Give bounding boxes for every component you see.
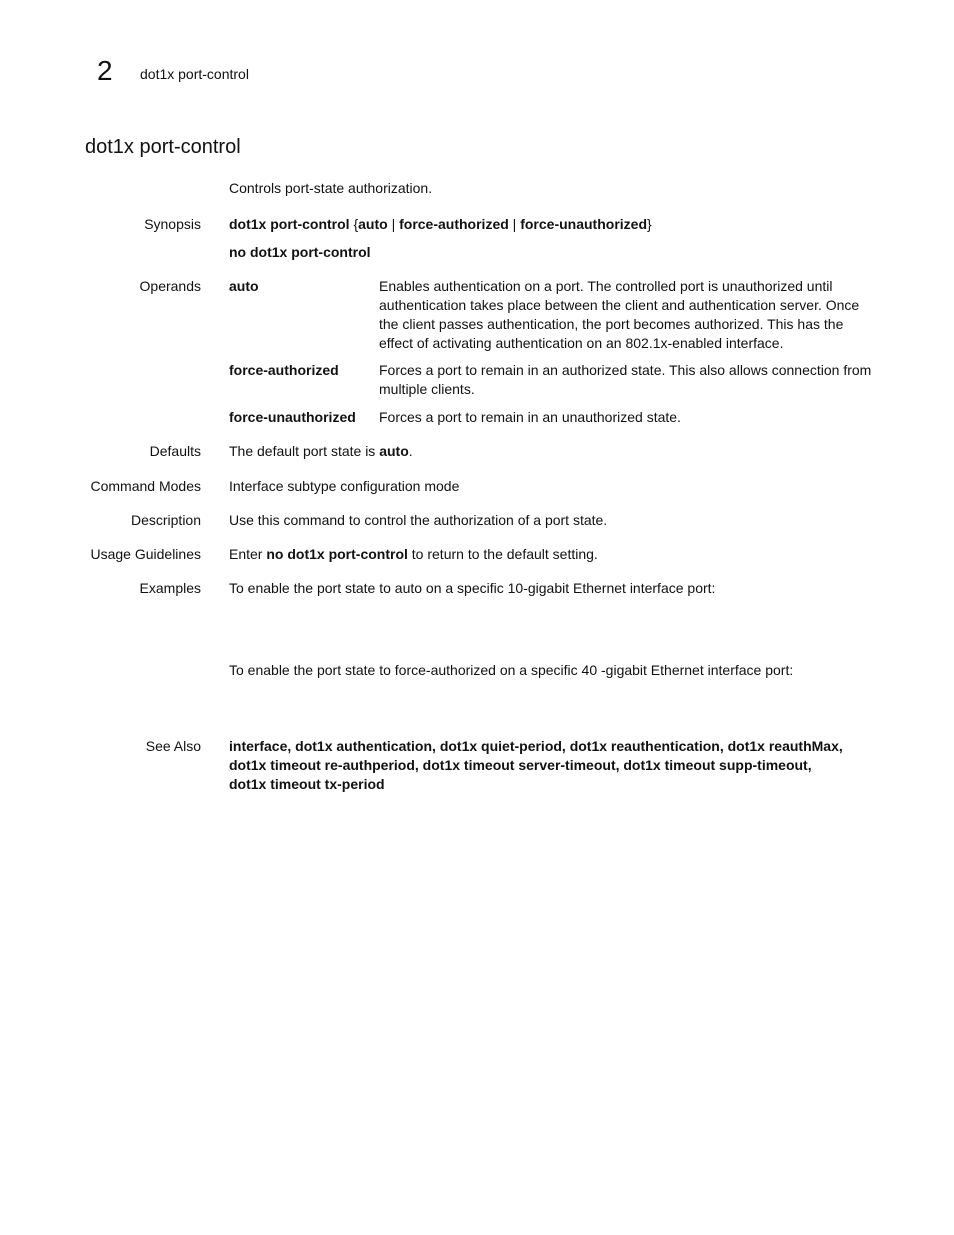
synopsis-separator: | (387, 216, 400, 232)
description-label: Description (130, 512, 201, 528)
command-modes-label: Command Modes (90, 478, 201, 494)
see-also-line: dot1x timeout re-authperiod, dot1x timeout server-timeout, dot1x timeout supp-timeout, (229, 757, 812, 773)
synopsis-separator: | (508, 216, 521, 232)
synopsis-label: Synopsis (144, 216, 201, 232)
example-2-text: To enable the port state to force-authorized on a specific 40 -gigabit Ethernet interface port: (229, 662, 794, 678)
operand-name-auto: auto (229, 278, 259, 294)
description-text: Use this command to control the authorization of a port state. (229, 512, 608, 528)
operand-desc-auto: Enables authentication on a port. The controlled port is unauthorized until authentication takes place between the client and authentication server. Once the client passes authentication, the port becomes authorized. This has the effect of activating authentication on an 802.1x-enabled interface. (379, 278, 860, 351)
synopsis-option-force-unauthorized: force-unauthorized (520, 216, 647, 232)
synopsis-brace-open: { (353, 216, 359, 232)
see-also-line: dot1x timeout tx-period (229, 776, 385, 792)
operands-label: Operands (139, 278, 201, 294)
examples-label: Examples (139, 580, 201, 596)
usage-guidelines-text (229, 545, 598, 564)
command-modes-text: Interface subtype configuration mode (229, 478, 460, 494)
see-also-label: See Also (145, 738, 201, 754)
see-also-line: interface, dot1x authentication, dot1x quiet-period, dot1x reauthentication, dot1x reauthMax, (229, 738, 843, 754)
operand-name-force-authorized: force-authorized (229, 362, 339, 378)
synopsis-command: dot1x port-control (229, 216, 350, 232)
operand-desc-force-authorized: Forces a port to remain in an authorized state. This also allows connection from multiple clients. (379, 362, 872, 397)
defaults-text (229, 442, 413, 461)
synopsis-brace-close: } (647, 216, 652, 232)
synopsis-option-force-authorized: force-authorized (399, 216, 509, 232)
usage-text-after: to return to the default setting. (407, 546, 598, 562)
synopsis-option-auto: auto (358, 216, 388, 232)
example-1-text: To enable the port state to auto on a specific 10-gigabit Ethernet interface port: (229, 580, 716, 596)
intro-text: Controls port-state authorization. (229, 180, 433, 196)
operand-desc-force-unauthorized: Forces a port to remain in an unauthorized state. (379, 409, 681, 425)
defaults-text-before: The default port state is (229, 443, 380, 459)
defaults-label: Defaults (149, 443, 201, 459)
synopsis-no-form: no dot1x port-control (229, 244, 371, 260)
see-also-list (229, 737, 869, 794)
page-title: dot1x port-control (85, 136, 241, 158)
usage-text-before: Enter (229, 546, 267, 562)
operand-name-force-unauthorized: force-unauthorized (229, 409, 356, 425)
usage-guidelines-label: Usage Guidelines (90, 546, 201, 562)
chapter-number: 2 (97, 55, 113, 86)
running-header: dot1x port-control (140, 66, 249, 82)
synopsis-syntax (229, 215, 652, 234)
usage-command: no dot1x port-control (266, 546, 408, 562)
defaults-text-after: . (408, 443, 413, 459)
defaults-value: auto (379, 443, 409, 459)
